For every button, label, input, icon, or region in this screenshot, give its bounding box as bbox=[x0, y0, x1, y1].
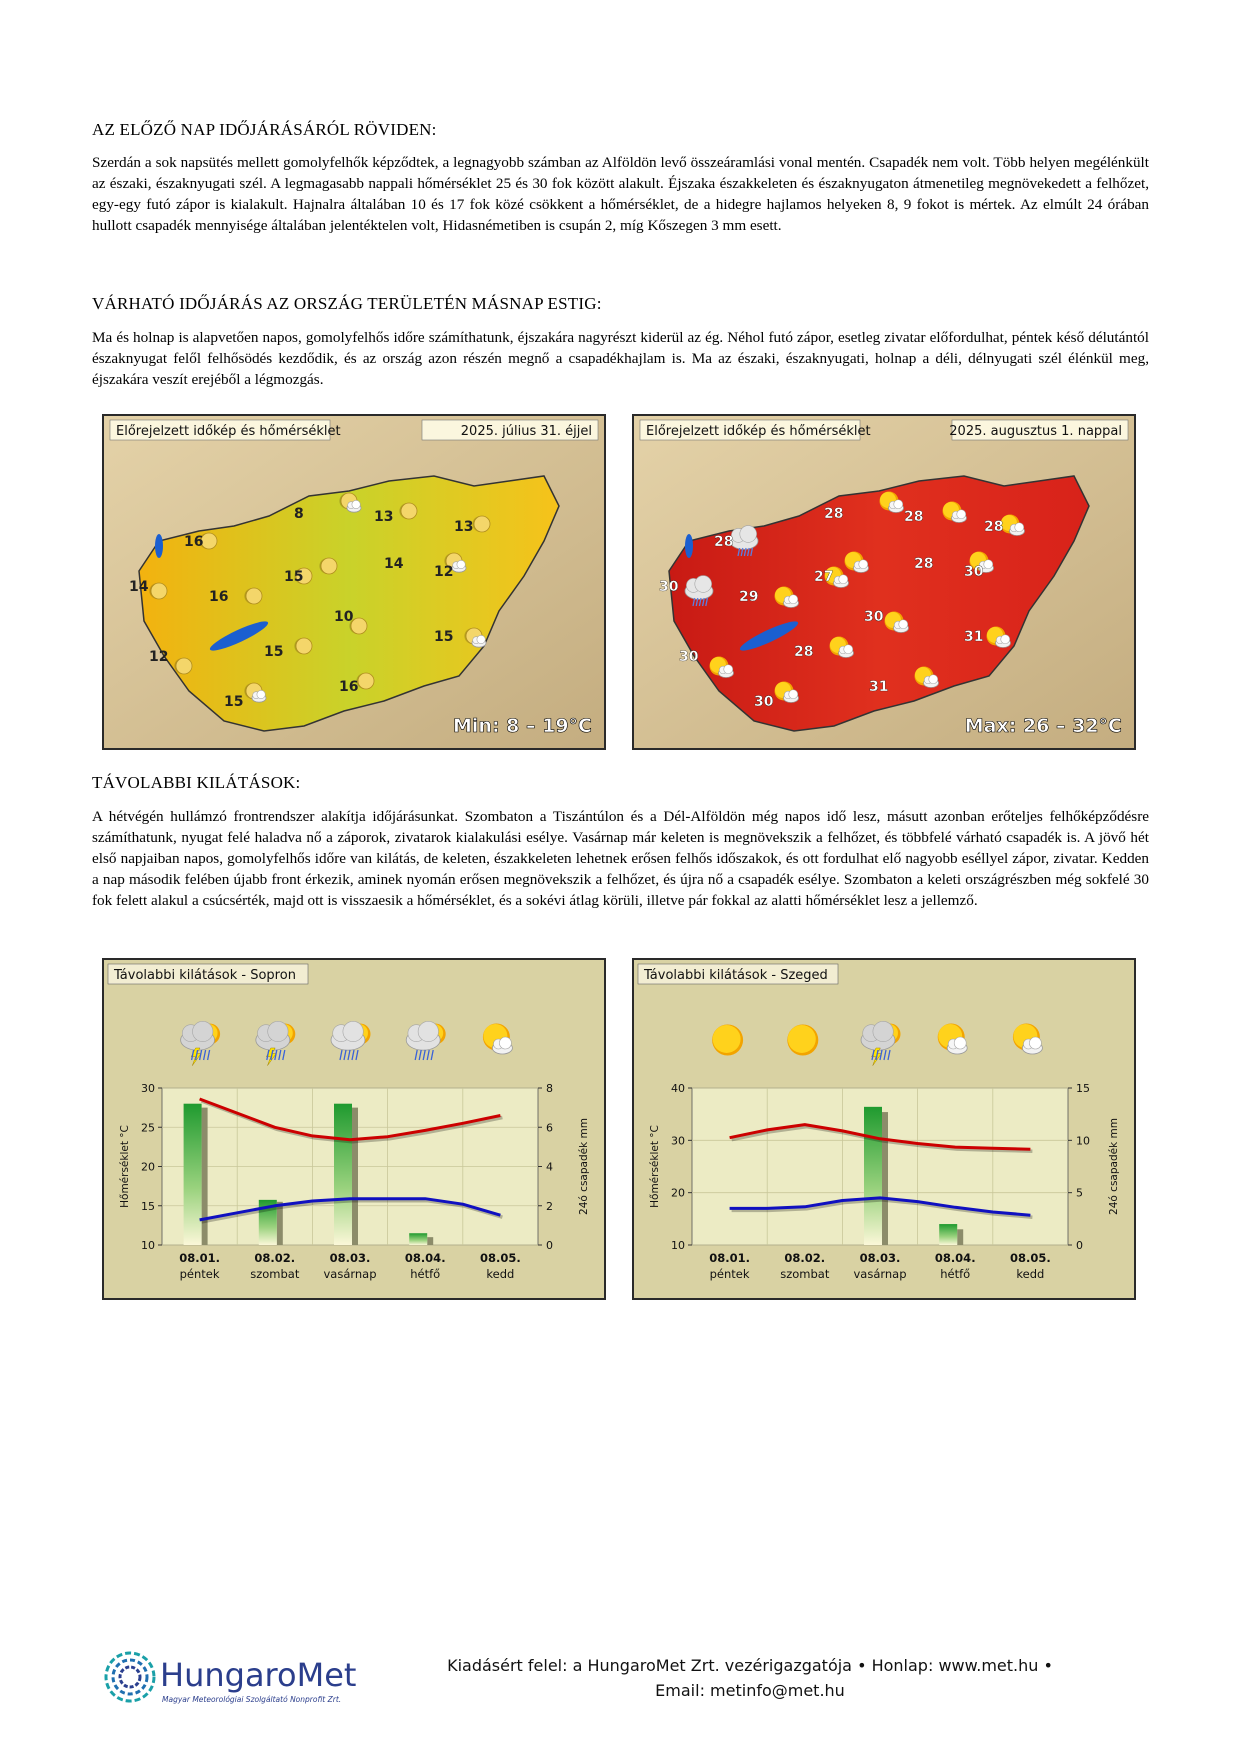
footer-email: Email: metinfo@met.hu bbox=[655, 1681, 845, 1700]
y-tick-label: 20 bbox=[141, 1160, 155, 1174]
x-tick-label: 08.03. bbox=[329, 1251, 371, 1265]
map-temp-label: 28 bbox=[824, 506, 844, 522]
y2-tick-label: 6 bbox=[546, 1121, 553, 1135]
y2-tick-label: 0 bbox=[1076, 1239, 1083, 1252]
y-axis-label: Hőmérséklet °C bbox=[649, 1125, 661, 1208]
forecast-map-night bbox=[104, 416, 604, 748]
map-temp-label: 12 bbox=[149, 649, 169, 665]
map-temp-label: 16 bbox=[184, 534, 204, 550]
map-temp-label: 16 bbox=[339, 679, 359, 695]
precip-bar bbox=[939, 1224, 957, 1245]
map-temp-label: 16 bbox=[209, 589, 229, 605]
day-name-label: péntek bbox=[179, 1267, 220, 1281]
precip-bar-shadow bbox=[352, 1108, 358, 1245]
map-temp-label: 30 bbox=[754, 694, 774, 710]
map-panel-night bbox=[102, 414, 606, 750]
map-temp-label: 13 bbox=[454, 519, 474, 535]
map-temp-label: 30 bbox=[679, 649, 699, 665]
map-summary: Min: 8 – 19°C bbox=[453, 715, 592, 737]
y2-axis-label: 24ó csapadék mm bbox=[578, 1118, 590, 1215]
chart-title: Távolabbi kilátások - Szeged bbox=[644, 968, 828, 983]
x-tick-label: 08.01. bbox=[179, 1251, 220, 1265]
paragraph-prev-day: Szerdán a sok napsütés mellett gomolyfelhők képződtek, a legnagyobb számban az Alföldön levő összeáramlási vonal mentén. Csapadék nem volt. Több helyen megélénkült az északi, északnyugati szél. A legmagasabb nappali hőmérséklet 25 és 30 fok között alakult. Éjszaka északkeleten és északnyugaton átmenetileg megnövekedett a felhőzet, egy-egy futó zápor is kialakult. Hajnalra általában 10 és 17 fok közé csökkent a hőmérséklet, de a hidegre hajlamos helyeken 8, 9 fokot is mértek. Az elmúlt 24 órában hullott csapadék mennyisége általában jelentéktelen volt, Hidasnémetiben is csupán 2, míg Kőszegen 3 mm esett. bbox=[92, 154, 1149, 234]
y2-axis-label: 24ó csapadék mm bbox=[1108, 1118, 1120, 1215]
map-temp-label: 31 bbox=[869, 679, 889, 695]
map-temp-label: 10 bbox=[334, 609, 354, 625]
day-name-label: hétfő bbox=[940, 1267, 971, 1281]
paragraph-forecast: Ma és holnap is alapvetően napos, gomolyfelhős időre számíthatunk, éjszakára nagyrészt kiderül az ég. Néhol futó zápor, esetleg zivatar előfordulhat, péntek késő délutántól északnyugat felől felhősödés kezdődik, és az ország azon részén megnő a csapadékhajlam is. Ma az északi, északnyugati, holnap a déli, délnyugati szél élénkül meg, éjszakára veszít erejéből a légmozgás. bbox=[92, 329, 1149, 388]
day-name-label: vasárnap bbox=[853, 1267, 907, 1281]
map-temp-label: 27 bbox=[814, 569, 834, 585]
sun-icon bbox=[712, 1025, 743, 1056]
map-temp-label: 28 bbox=[904, 509, 924, 525]
map-temp-label: 15 bbox=[284, 569, 304, 585]
y2-tick-label: 4 bbox=[546, 1160, 553, 1174]
y-tick-label: 10 bbox=[671, 1239, 685, 1252]
day-name-label: vasárnap bbox=[323, 1267, 377, 1281]
paragraph-outlook: A hétvégén hullámzó frontrendszer alakítja időjárásunkat. Szombaton a Tiszántúlon és a Dél-Alföldön még napos idő lesz, másutt azonban erőteljes felhőképződésre számíthatunk, nyugat felé haladva nő a záporok, zivatarok kialakulási esélye. Vasárnap már keleten is megnövekszik a felhőzet, és többfelé várható csapadék is. A jövő hét első napjaiban napos, gomolyfelhős időre van kilátás, de keleten, északkeleten lehetnek erősen felhős időszakok, és ott fordulhat elő nagyobb eséllyel zápor, zivatar. Kedden a nap második felében újabb front érkezik, aminek nyomán erősen megnövekszik a felhőzet, és újra nő a csapadék esélye. Szombaton a keleti országrészben még sokfelé 30 fok felett alakul a csúcsérték, majd ott is visszaesik a hőmérséklet, és a sokévi átlag körüli, illetve pár fokkal az alatti hőmérséklet lesz a jellemző. bbox=[92, 808, 1149, 909]
map-temp-label: 13 bbox=[374, 509, 394, 525]
map-temp-label: 29 bbox=[739, 589, 759, 605]
precip-bar-shadow bbox=[202, 1108, 208, 1245]
y-tick-label: 40 bbox=[671, 1082, 685, 1095]
x-tick-label: 08.04. bbox=[404, 1251, 446, 1265]
map-temp-label: 28 bbox=[984, 519, 1004, 535]
chart-plot-area bbox=[162, 1088, 538, 1245]
map-temp-label: 30 bbox=[864, 609, 884, 625]
map-temp-label: 28 bbox=[714, 534, 734, 550]
day-name-label: péntek bbox=[709, 1267, 750, 1281]
map-temp-label: 28 bbox=[794, 644, 814, 660]
x-tick-label: 08.04. bbox=[934, 1251, 976, 1265]
hungaromet-logo bbox=[100, 1646, 400, 1708]
map-temp-label: 12 bbox=[434, 564, 454, 580]
day-name-label: szombat bbox=[780, 1267, 830, 1281]
x-tick-label: 08.05. bbox=[480, 1251, 521, 1265]
x-tick-label: 08.02. bbox=[784, 1251, 826, 1265]
forecast-map-day bbox=[634, 416, 1134, 748]
map-temp-label: 8 bbox=[294, 506, 304, 522]
map-date: 2025. augusztus 1. nappal bbox=[949, 424, 1122, 439]
y2-tick-label: 10 bbox=[1076, 1134, 1090, 1148]
y-axis-label: Hőmérséklet °C bbox=[119, 1125, 131, 1208]
y-tick-label: 30 bbox=[671, 1134, 685, 1148]
map-temp-label: 14 bbox=[129, 579, 149, 595]
y-tick-label: 15 bbox=[141, 1199, 155, 1213]
map-temp-label: 28 bbox=[914, 556, 934, 572]
logo-subtitle: Magyar Meteorológiai Szolgáltató Nonprofit Zrt. bbox=[162, 1695, 342, 1704]
section-title-prev-day: AZ ELŐZŐ NAP IDŐJÁRÁSÁRÓL RÖVIDEN: bbox=[92, 120, 437, 139]
precip-bar bbox=[184, 1104, 202, 1245]
section-title-forecast: VÁRHATÓ IDŐJÁRÁS AZ ORSZÁG TERÜLETÉN MÁSNAP ESTIG: bbox=[92, 294, 602, 313]
precip-bar bbox=[334, 1104, 352, 1245]
precip-bar-shadow bbox=[882, 1112, 888, 1245]
map-temp-label: 30 bbox=[659, 579, 679, 595]
map-temp-label: 31 bbox=[964, 629, 984, 645]
chart-plot-area bbox=[692, 1088, 1068, 1245]
map-panel-day bbox=[632, 414, 1136, 750]
map-title: Előrejelzett időkép és hőmérséklet bbox=[646, 424, 871, 439]
y-tick-label: 25 bbox=[141, 1121, 155, 1135]
sun-icon bbox=[787, 1025, 818, 1056]
x-tick-label: 08.05. bbox=[1010, 1251, 1051, 1265]
map-temp-label: 15 bbox=[434, 629, 454, 645]
map-temp-label: 30 bbox=[964, 564, 984, 580]
x-tick-label: 08.02. bbox=[254, 1251, 296, 1265]
y2-tick-label: 0 bbox=[546, 1239, 553, 1252]
logo-name: HungaroMet bbox=[160, 1656, 357, 1694]
day-name-label: kedd bbox=[486, 1267, 515, 1281]
lake-ferto bbox=[155, 534, 163, 558]
logo-swirl-icon bbox=[106, 1653, 154, 1701]
map-temp-label: 15 bbox=[224, 694, 244, 710]
y-tick-label: 10 bbox=[141, 1239, 155, 1252]
outlook-chart-szeged bbox=[634, 960, 1134, 1298]
precip-bar-shadow bbox=[427, 1237, 433, 1245]
day-name-label: szombat bbox=[250, 1267, 300, 1281]
map-temp-label: 14 bbox=[384, 556, 404, 572]
footer-publisher: Kiadásért felel: a HungaroMet Zrt. vezérigazgatója • Honlap: www.met.hu • bbox=[447, 1656, 1053, 1675]
y2-tick-label: 8 bbox=[546, 1082, 553, 1095]
precip-bar bbox=[409, 1233, 427, 1245]
y2-tick-label: 2 bbox=[546, 1199, 553, 1213]
map-temp-label: 15 bbox=[264, 644, 284, 660]
y-tick-label: 30 bbox=[141, 1082, 155, 1095]
section-title-outlook: TÁVOLABBI KILÁTÁSOK: bbox=[92, 773, 301, 792]
day-name-label: kedd bbox=[1016, 1267, 1045, 1281]
day-name-label: hétfő bbox=[410, 1267, 441, 1281]
chart-title: Távolabbi kilátások - Sopron bbox=[114, 968, 296, 983]
map-title: Előrejelzett időkép és hőmérséklet bbox=[116, 424, 341, 439]
outlook-panel-sopron bbox=[102, 958, 606, 1300]
map-date: 2025. július 31. éjjel bbox=[460, 424, 592, 439]
outlook-chart-sopron bbox=[104, 960, 604, 1298]
map-summary: Max: 26 – 32°C bbox=[964, 715, 1122, 737]
y2-tick-label: 15 bbox=[1076, 1082, 1090, 1095]
lake-ferto bbox=[685, 534, 693, 558]
y-tick-label: 20 bbox=[671, 1186, 685, 1200]
x-tick-label: 08.03. bbox=[859, 1251, 901, 1265]
y2-tick-label: 5 bbox=[1076, 1186, 1083, 1200]
precip-bar-shadow bbox=[957, 1229, 963, 1245]
x-tick-label: 08.01. bbox=[709, 1251, 750, 1265]
outlook-panel-szeged bbox=[632, 958, 1136, 1300]
precip-bar bbox=[864, 1107, 882, 1245]
